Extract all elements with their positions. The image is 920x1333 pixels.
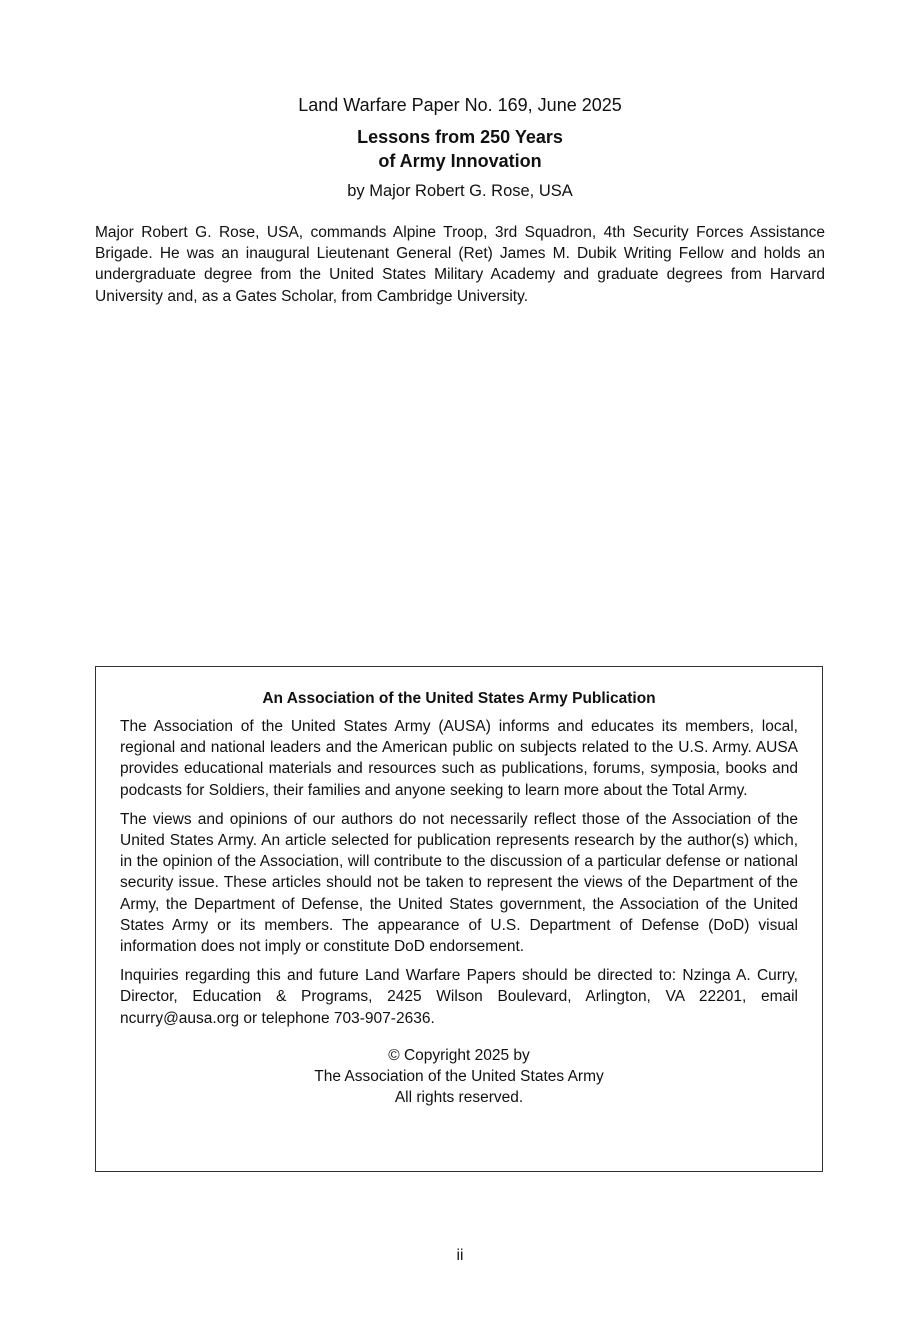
copyright-line-3: All rights reserved. xyxy=(394,1089,524,1107)
series-line: Land Warfare Paper No. 169, June 2025 xyxy=(298,95,622,115)
page-number: ii xyxy=(456,1247,464,1264)
info-box-heading: An Association of the United States Army Publication xyxy=(262,690,656,707)
copyright-notice xyxy=(120,1045,798,1109)
publication-info-box xyxy=(95,666,823,1172)
copyright-line-1: © Copyright 2025 by xyxy=(388,1046,530,1064)
about-ausa-paragraph: The Association of the United States Army (AUSA) informs and educates its members, local, regional and national leaders and the American public on subjects related to the U.S. Army. AUSA provides educational materials and resources such as publications, forums, symposia, books and podcasts for Soldiers, their families and anyone seeking to learn more about the Total Army. xyxy=(120,718,798,799)
author-byline: by Major Robert G. Rose, USA xyxy=(347,182,573,200)
author-bio: Major Robert G. Rose, USA, commands Alpine Troop, 3rd Squadron, 4th Security Forces Assistance Brigade. He was an inaugural Lieutenant General (Ret) James M. Dubik Writing Fellow and holds an undergraduate degree from the United States Military Academy and graduate degrees from Harvard University and, as a Gates Scholar, from Cambridge University. xyxy=(95,224,825,305)
disclaimer-paragraph: The views and opinions of our authors do not necessarily reflect those of the Association of the United States Army. An article selected for publication represents research by the author(s) which, in the opinion of the Association, will contribute to the discussion of a particular defense or national security issue. These articles should not be taken to represent the views of the Department of the Army, the Department of Defense, the United States government, the Association of the United States Army or its members. The appearance of U.S. Department of Defense (DoD) visual information does not imply or constitute DoD endorsement. xyxy=(120,810,798,956)
paper-title xyxy=(0,125,920,173)
title-line-2: of Army Innovation xyxy=(378,151,542,171)
title-line-1: Lessons from 250 Years xyxy=(357,127,563,147)
inquiries-paragraph: Inquiries regarding this and future Land Warfare Papers should be directed to: Nzinga A. Curry, Director, Education & Programs, 2425 Wilson Boulevard, Arlington, VA 22201, email ncurry@ausa.org or telephone 703-907-2636. xyxy=(120,967,798,1027)
copyright-line-2: The Association of the United States Army xyxy=(314,1068,604,1086)
